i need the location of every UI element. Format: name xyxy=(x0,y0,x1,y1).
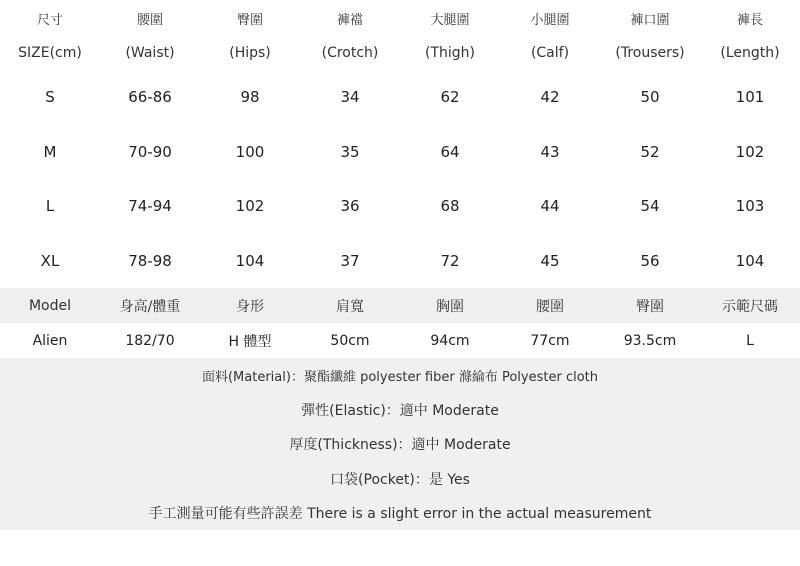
model-body-shape: H 體型 xyxy=(228,333,272,350)
model-header-waist: 腰圍 xyxy=(536,298,564,315)
header-trousers-en: (Trousers) xyxy=(615,45,685,61)
header-calf-en: (Calf) xyxy=(530,45,570,61)
trousers-value: 50 xyxy=(640,88,660,107)
trousers-value: 54 xyxy=(640,197,660,216)
model-waist: 77cm xyxy=(530,332,570,349)
size-label: XL xyxy=(40,251,60,270)
waist-value: 70-90 xyxy=(128,142,172,161)
hips-value: 98 xyxy=(240,88,260,107)
header-calf-cn: 小腿圍 xyxy=(530,12,570,28)
elastic-info: 彈性(Elastic)：適中 Moderate xyxy=(301,403,499,419)
model-name: Alien xyxy=(32,332,68,349)
header-thigh-cn: 大腿圍 xyxy=(430,12,470,28)
thigh-value: 62 xyxy=(440,88,460,107)
size-label: M xyxy=(43,142,57,161)
model-header-shoulder: 肩寬 xyxy=(336,298,364,315)
crotch-value: 35 xyxy=(340,142,360,161)
pocket-info: 口袋(Pocket)：是 Yes xyxy=(330,472,470,488)
header-crotch-cn: 褲襠 xyxy=(336,12,363,28)
thigh-value: 64 xyxy=(440,142,460,161)
model-header-chest: 胸圍 xyxy=(436,298,464,315)
waist-value: 74-94 xyxy=(128,197,172,216)
model-header-row xyxy=(0,288,800,323)
header-size-en: SIZE(cm) xyxy=(18,45,82,61)
crotch-value: 37 xyxy=(340,251,360,270)
header-trousers-cn: 褲口圍 xyxy=(630,12,670,28)
product-info-panel xyxy=(0,358,800,530)
model-height-weight: 182/70 xyxy=(125,332,175,349)
size-table-body xyxy=(0,70,800,288)
header-hips-en: (Hips) xyxy=(229,45,271,61)
header-length-cn: 褲長 xyxy=(736,12,763,28)
length-value: 103 xyxy=(735,197,765,216)
header-length-en: (Length) xyxy=(720,45,780,61)
model-header-name: Model xyxy=(28,297,72,314)
size-label: S xyxy=(45,88,55,107)
model-header-body-shape: 身形 xyxy=(236,298,264,315)
header-waist-en: (Waist) xyxy=(125,45,175,61)
size-header-chinese xyxy=(0,0,800,36)
model-shoulder: 50cm xyxy=(330,332,370,349)
hips-value: 102 xyxy=(235,197,265,216)
model-header-hips: 臀圍 xyxy=(636,298,664,315)
thigh-value: 68 xyxy=(440,197,460,216)
waist-value: 66-86 xyxy=(128,88,172,107)
calf-value: 45 xyxy=(540,251,560,270)
trousers-value: 52 xyxy=(640,142,660,161)
table-row xyxy=(0,234,800,289)
calf-value: 44 xyxy=(540,197,560,216)
header-crotch-en: (Crotch) xyxy=(321,45,379,61)
model-header-height-weight: 身高/體重 xyxy=(119,298,181,315)
crotch-value: 34 xyxy=(340,88,360,107)
table-row xyxy=(0,70,800,125)
calf-value: 43 xyxy=(540,142,560,161)
calf-value: 42 xyxy=(540,88,560,107)
header-size-cn: 尺寸 xyxy=(36,12,63,28)
model-demo-size: L xyxy=(746,332,754,349)
length-value: 104 xyxy=(735,251,765,270)
thickness-info: 厚度(Thickness)：適中 Moderate xyxy=(289,437,511,453)
length-value: 101 xyxy=(735,88,765,107)
header-waist-cn: 腰圍 xyxy=(136,12,163,28)
table-row xyxy=(0,179,800,234)
hips-value: 100 xyxy=(235,142,265,161)
header-thigh-en: (Thigh) xyxy=(425,45,475,61)
trousers-value: 56 xyxy=(640,251,660,270)
model-hips: 93.5cm xyxy=(623,332,677,349)
material-info: 面料(Material)：聚酯纖維 polyester fiber 滌綸布 Polyester cloth xyxy=(201,370,599,385)
size-label: L xyxy=(45,197,55,216)
waist-value: 78-98 xyxy=(128,251,172,270)
header-hips-cn: 臀圍 xyxy=(236,12,263,28)
hips-value: 104 xyxy=(235,251,265,270)
size-header-english xyxy=(0,36,800,70)
thigh-value: 72 xyxy=(440,251,460,270)
crotch-value: 36 xyxy=(340,197,360,216)
table-row xyxy=(0,125,800,180)
model-chest: 94cm xyxy=(430,332,470,349)
length-value: 102 xyxy=(735,142,765,161)
model-values-row xyxy=(0,323,800,358)
model-header-demo-size: 示範尺碼 xyxy=(722,298,778,315)
measurement-note: 手工測量可能有些許誤差 There is a slight error in the actual measurement xyxy=(148,506,652,522)
